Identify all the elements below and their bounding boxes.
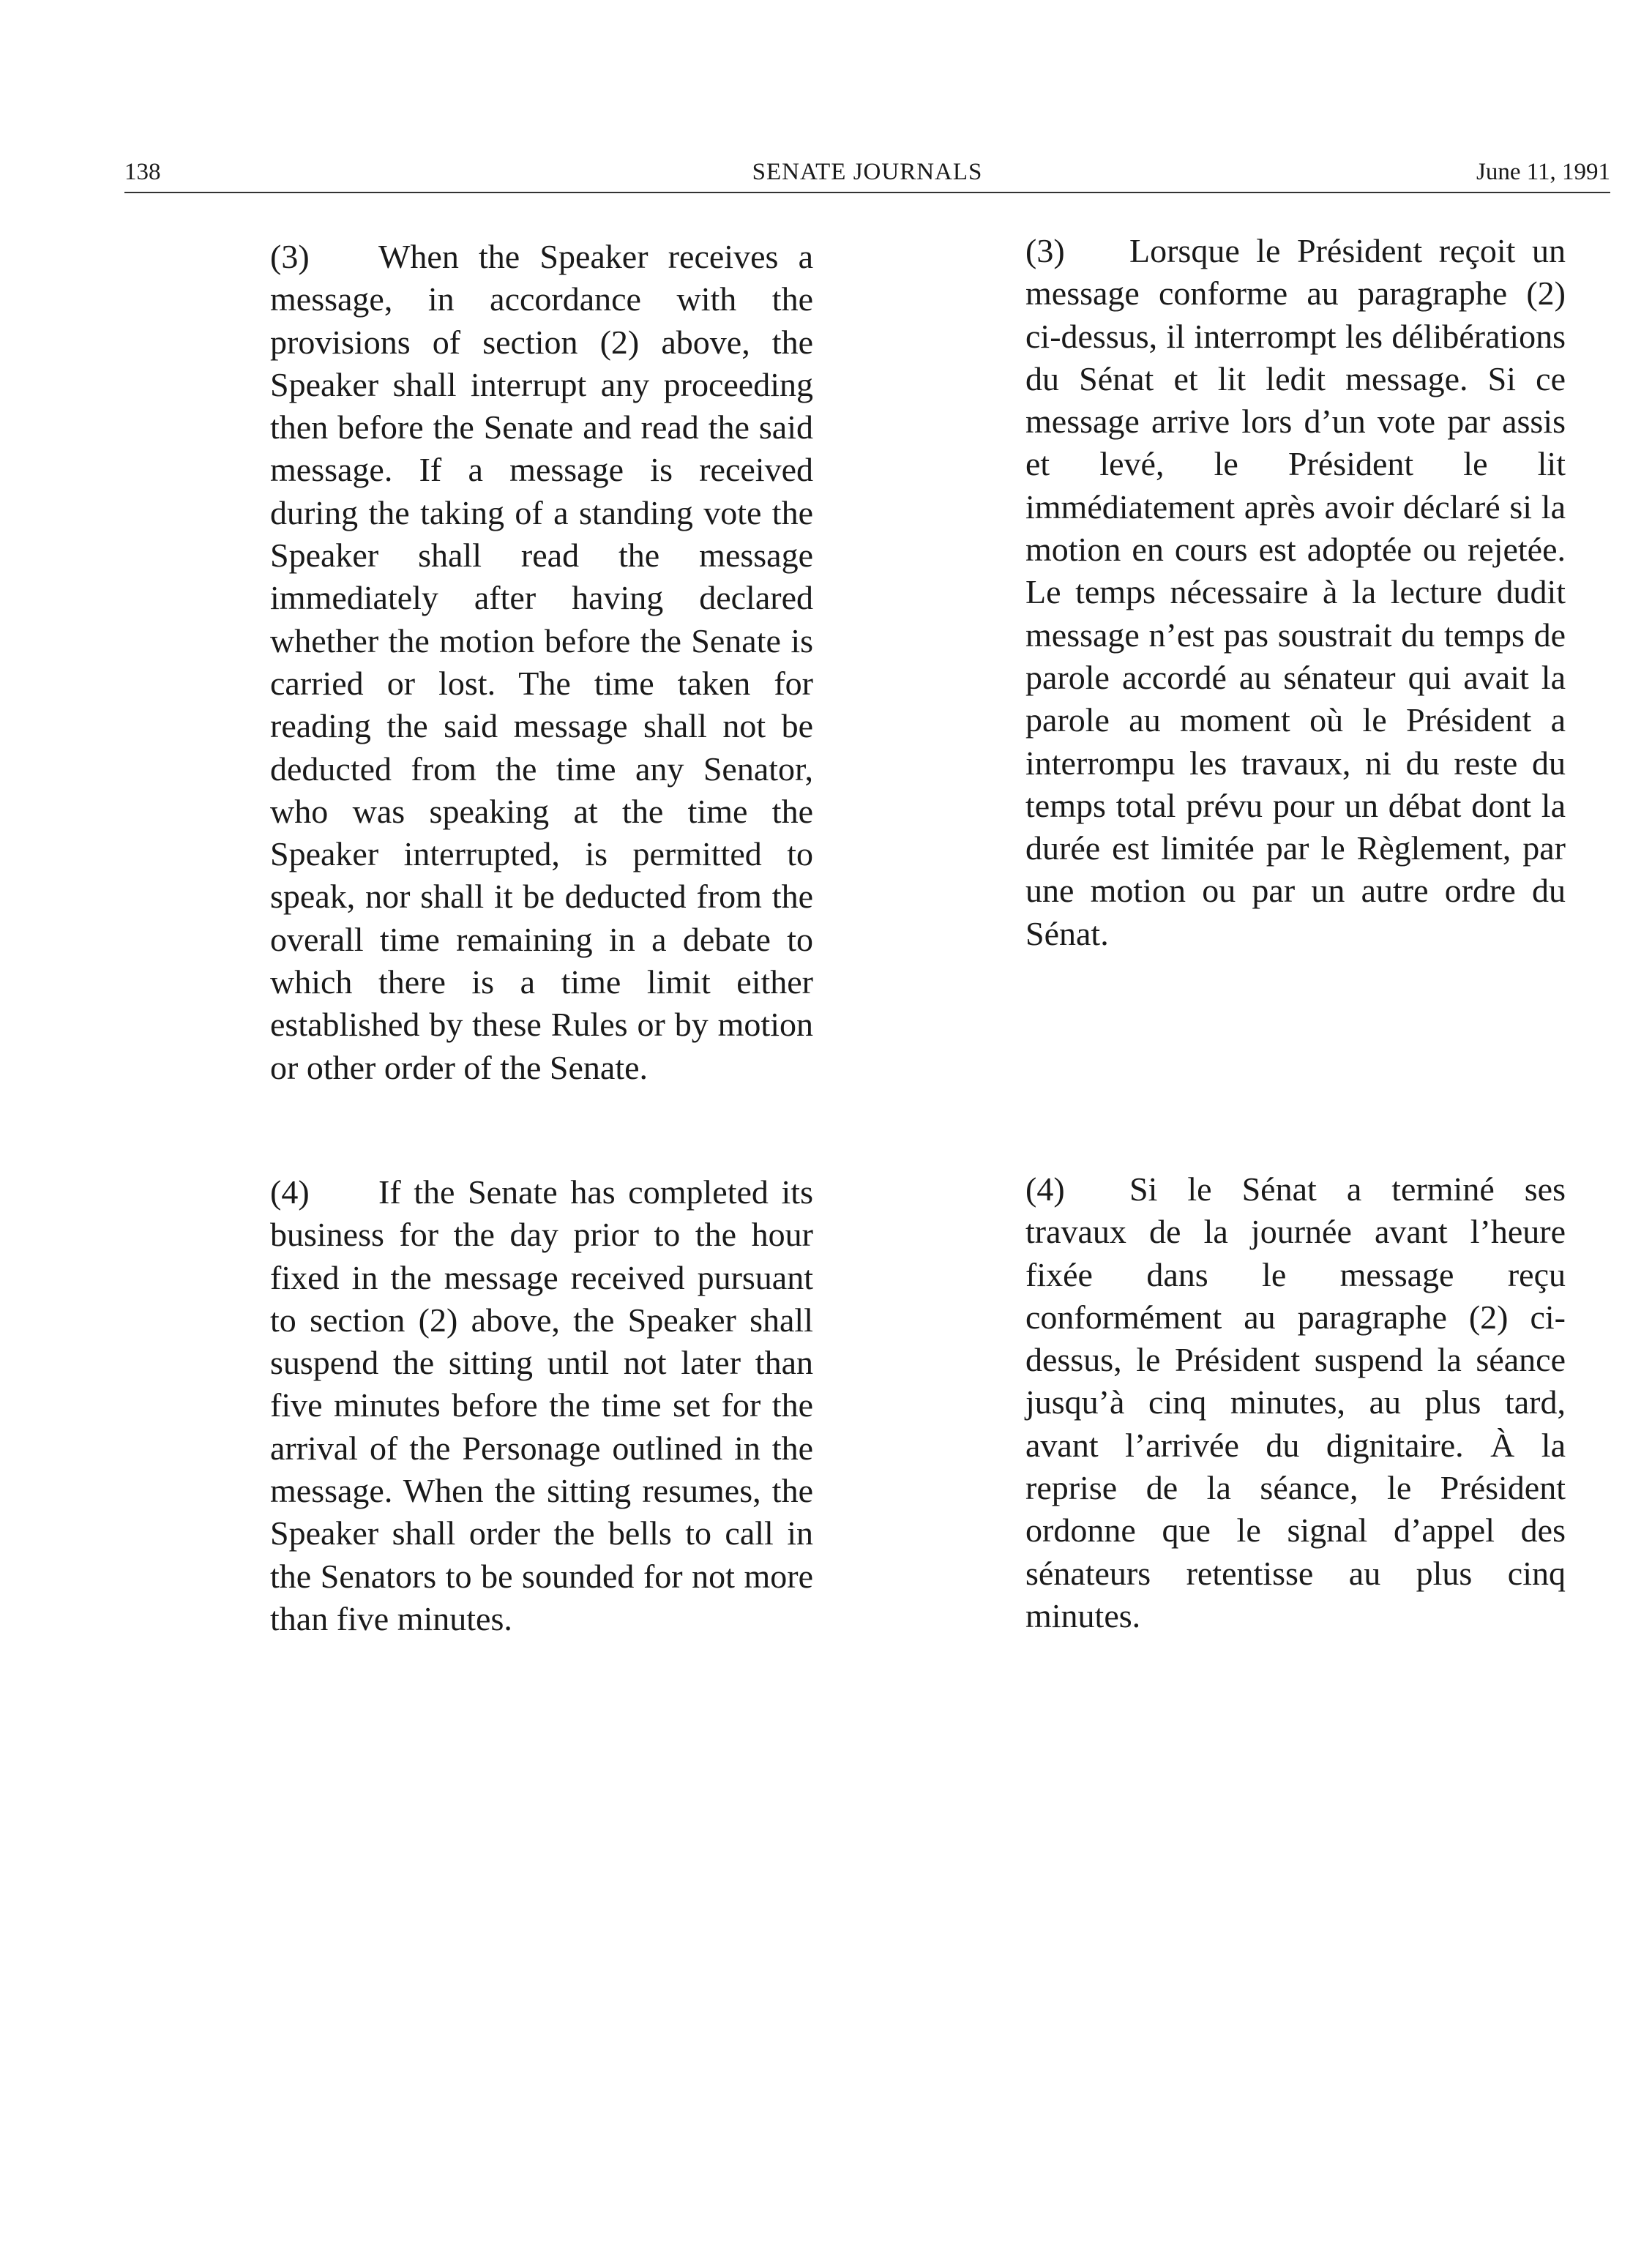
- page-header: [124, 154, 1610, 190]
- paragraph-text: Lorsque le Président reçoit un message conforme au paragraphe (2) ci-dessus, il interrompt les délibérations du Sénat et lit ledit message. Si ce message arrive lors d’un vote par assis et levé, le Président le lit immédiatement après avoir déclaré si la motion en cours est adoptée ou rejetée. Le temps nécessaire à la lecture dudit message n’est pas soustrait du temps de parole accordé au sénateur qui avait la parole au moment où le Président a interrompu les travaux, ni du reste du temps total prévu pour un débat dont la durée est limitée par le Règlement, par une motion ou par un autre ordre du Sénat.: [1025, 232, 1566, 952]
- french-paragraph-4: [1025, 1168, 1566, 1637]
- english-paragraph-3: [270, 236, 813, 1089]
- french-paragraph-3: [1025, 230, 1566, 955]
- page-number: 138: [124, 159, 161, 185]
- paragraph-number: (4): [270, 1173, 310, 1211]
- journal-title: SENATE JOURNALS: [752, 159, 983, 185]
- english-paragraph-4: [270, 1171, 813, 1640]
- paragraph-number: (3): [1025, 232, 1065, 269]
- header-rule: [124, 192, 1610, 193]
- paragraph-number: (4): [1025, 1170, 1065, 1208]
- paragraph-text: Si le Sénat a terminé ses travaux de la journée avant l’heure fixée dans le message reçu conformément au paragraphe (2) ci-dessus, le Président suspend la séance jusqu’à cinq minutes, au plus tard, avant l’arrivée du dignitaire. À la reprise de la séance, le Président ordonne que le signal d’appel des sénateurs retentisse au plus cinq minutes.: [1025, 1170, 1566, 1634]
- paragraph-number: (3): [270, 238, 310, 275]
- paragraph-text: When the Speaker receives a message, in accordance with the provisions of section (2) above, the Speaker shall interrupt any proceeding then before the Senate and read the said message. If a message is received during the taking of a standing vote the Speaker shall read the message immediately after having declared whether the motion before the Senate is carried or lost. The time taken for reading the said message shall not be deducted from the time any Senator, who was speaking at the time the Speaker interrupted, is permitted to speak, nor shall it be deducted from the overall time remaining in a debate to which there is a time limit either established by these Rules or by motion or other order of the Senate.: [270, 238, 813, 1086]
- journal-date: June 11, 1991: [1476, 159, 1610, 185]
- paragraph-text: If the Senate has completed its business for the day prior to the hour fixed in the message received pursuant to section (2) above, the Speaker shall suspend the sitting until not later than five minutes before the time set for the arrival of the Personage outlined in the message. When the sitting resumes, the Speaker shall order the bells to call in the Senators to be sounded for not more than five minutes.: [270, 1173, 813, 1637]
